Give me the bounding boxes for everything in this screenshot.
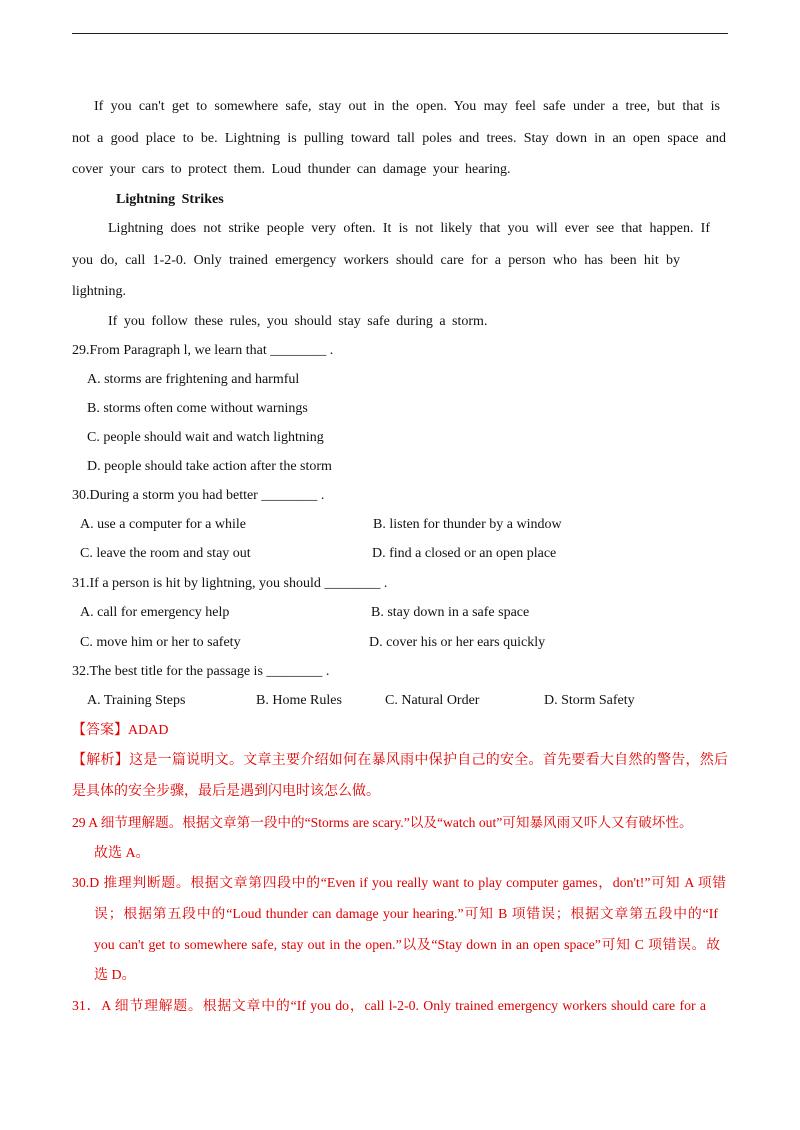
passage-line: cover your cars to protect them. Loud thunder can damage your hearing. [72,162,511,177]
analysis-line: 31．A 细节理解题。根据文章中的“If you do，call l-2-0. Only trained emergency workers should care for a [72,998,706,1013]
question-stem: 29.From Paragraph l, we learn that ________ . [72,343,334,358]
question-option: A. Training Steps [87,693,186,708]
passage-line: If you can't get to somewhere safe, stay out in the open. You may feel safe under a tree, but that is [94,99,720,114]
question-option: C. people should wait and watch lightning [87,430,324,445]
analysis-line: you can't get to somewhere safe, stay out in the open.”以及“Stay down in an open space”可知 C 项错误。故 [94,937,720,952]
analysis-line [72,752,728,770]
analysis-line: 故选 A。 [94,846,150,861]
question-stem: 31.If a person is hit by lightning, you should ________ . [72,576,388,591]
question-option: D. Storm Safety [544,693,635,708]
analysis-text: 这是一篇说明文。文章主要介绍如何在暴风雨中保护自己的安全。首先要看大自然的警告，然后 [129,753,729,768]
passage-line: If you follow these rules, you should stay safe during a storm. [108,314,488,329]
question-option: B. Home Rules [256,693,342,708]
analysis-tag: 【解析】 [72,753,130,768]
question-option: C. move him or her to safety [80,635,241,650]
question-option: A. storms are frightening and harmful [87,372,300,387]
analysis-line: 30.D 推理判断题。根据文章第四段中的“Even if you really want to play computer games，don't!”可知 A 项错 [72,875,726,890]
question-option: B. listen for thunder by a window [373,517,562,532]
question-option: D. find a closed or an open place [372,546,557,561]
passage-line: Lightning does not strike people very often. It is not likely that you will ever see that happen. If [108,221,710,236]
answer-value: ADAD [128,723,169,738]
analysis-line: 是具体的安全步骤，最后是遇到闪电时该怎么做。 [72,784,380,799]
question-option: C. Natural Order [385,693,480,708]
passage-line: lightning. [72,284,127,299]
analysis-line: 29 A 细节理解题。根据文章第一段中的“Storms are scary.”以及“watch out”可知暴风雨又吓人又有破坏性。 [72,815,693,830]
question-option: B. stay down in a safe space [371,605,530,620]
question-option: A. call for emergency help [80,605,230,620]
question-option: A. use a computer for a while [80,517,246,532]
question-option: C. leave the room and stay out [80,546,251,561]
passage-line: you do, call 1-2-0. Only trained emergency workers should care for a person who has been hit by [72,253,680,268]
answer-line [72,722,168,740]
passage-line: not a good place to be. Lightning is pulling toward tall poles and trees. Stay down in an open space and [72,131,726,146]
question-stem: 30.During a storm you had better ________ . [72,488,325,503]
answer-tag: 【答案】 [72,723,128,738]
question-option: D. cover his or her ears quickly [369,635,546,650]
header-rule [72,33,728,34]
analysis-line: 误；根据第五段中的“Loud thunder can damage your hearing.”可知 B 项错误；根据文章第五段中的“If [94,906,718,921]
question-option: D. people should take action after the storm [87,459,332,474]
question-stem: 32.The best title for the passage is ________ . [72,664,330,679]
question-option: B. storms often come without warnings [87,401,308,416]
analysis-line: 选 D。 [94,968,136,983]
section-heading: Lightning Strikes [116,192,224,207]
